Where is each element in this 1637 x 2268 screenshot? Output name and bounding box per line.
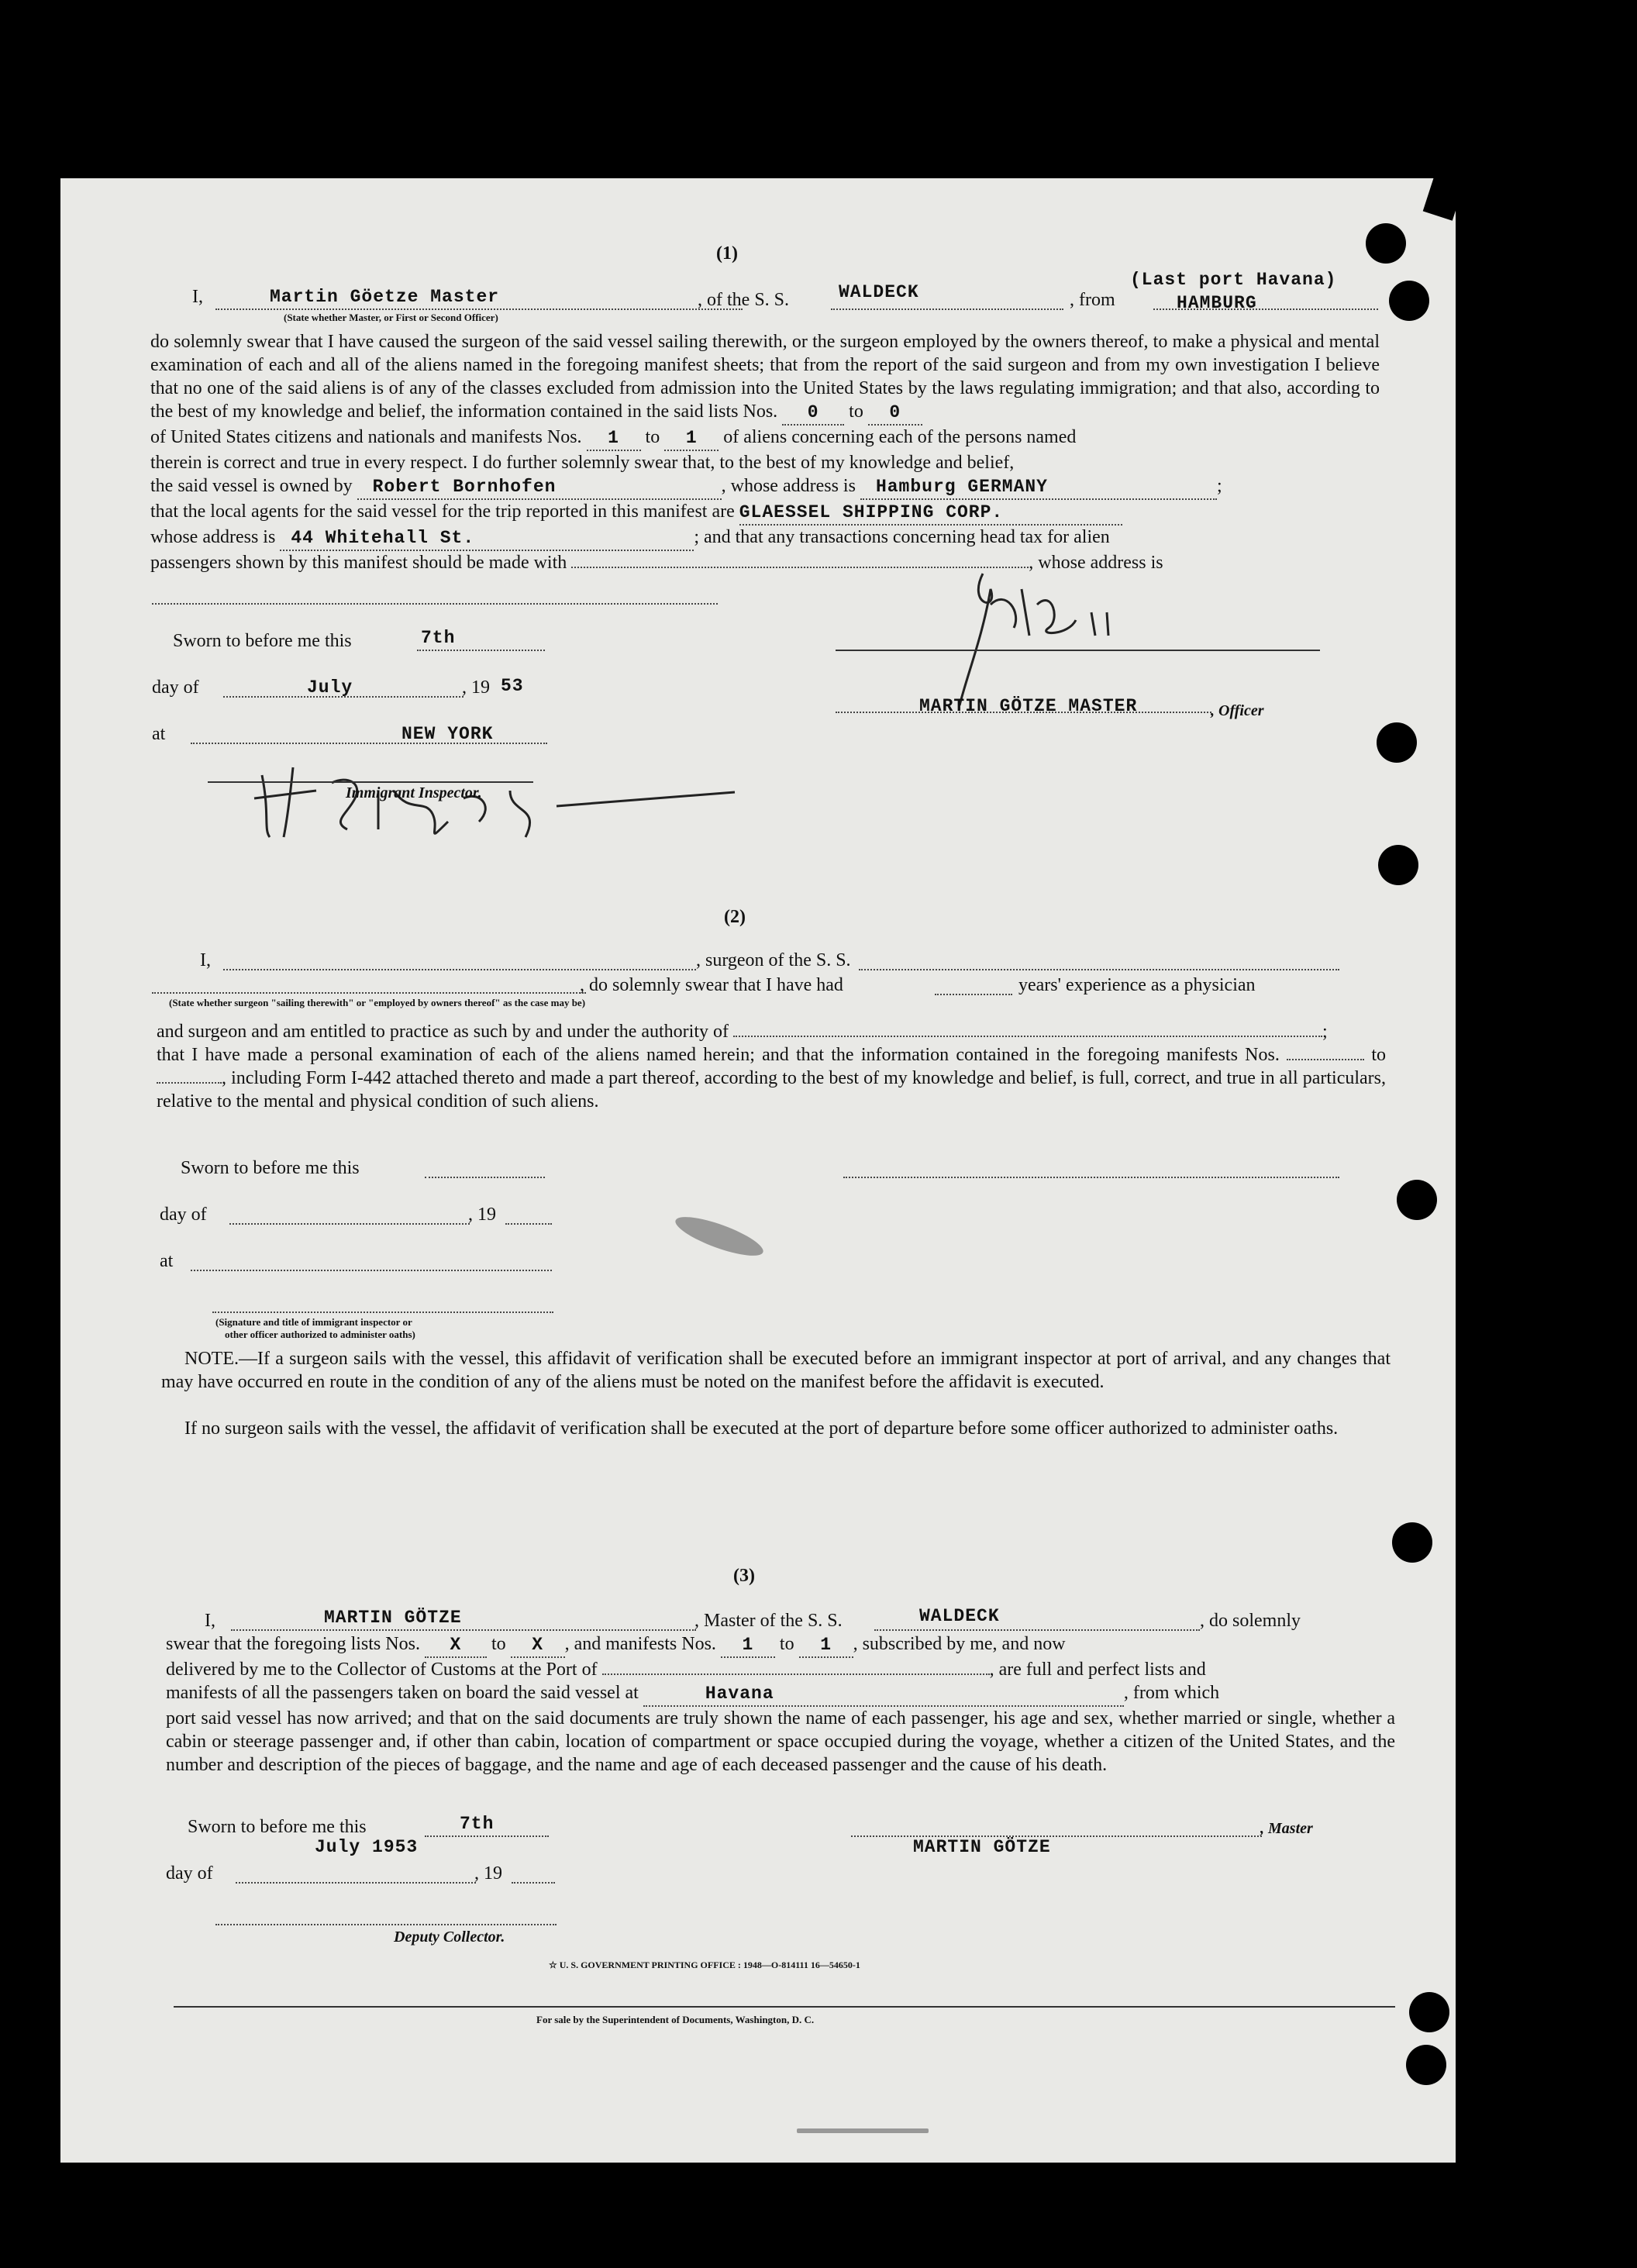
s3-month-line (236, 1882, 476, 1884)
s2-body: and surgeon and am entitled to practice as such by and under the authority of ; that I have made a personal examination of each of the aliens named herein; and that the information contained in the foregoing manifests Nos. to , including Form I-442 attached thereto and made a part thereof, according to the best of my knowledge and belief, is full, correct, and true in all particulars, relative to the mental and physical condition of such aliens. (157, 1022, 1387, 1112)
s1-officer-suffix: , Officer (1211, 702, 1264, 719)
s3-body (166, 1632, 1395, 1777)
punch-hole (1409, 1992, 1449, 2032)
s3-from-which: , from which (1123, 1683, 1220, 1703)
s2-month-line (229, 1223, 470, 1225)
ink-streak (797, 2128, 929, 2133)
s3-sworn-day: 7th (460, 1814, 495, 1834)
s2-manifest-to-blank (157, 1082, 222, 1084)
s3-manifest-to: 1 (799, 1633, 853, 1658)
s3-day-of: day of (166, 1863, 213, 1884)
s3-name-line (231, 1629, 696, 1631)
s1-officer-sign: MARTIN GÖTZE MASTER (919, 696, 1138, 716)
s1-to-a: to (849, 402, 863, 422)
s2-place-line (191, 1270, 552, 1271)
s1-inspector-caption: Immigrant Inspector. (346, 784, 482, 801)
s2-sworn: Sworn to before me this (181, 1158, 360, 1178)
s3-and-manifests: , and manifests Nos. (564, 1634, 716, 1654)
s2-caption-line (152, 992, 586, 994)
s3-lists-from: X (425, 1633, 487, 1658)
s1-lists-from: 0 (782, 401, 844, 426)
s1-officer-name: Martin Göetze Master (270, 287, 500, 307)
s2-note-2: If no surgeon sails with the vessel, the affidavit of verification shall be executed at the port of departure before some officer authorized to administer oaths. (184, 1418, 1339, 1439)
s2-signature-line (843, 1177, 1339, 1178)
s3-master-sign: MARTIN GÖTZE (913, 1837, 1051, 1857)
s1-body-2b: of aliens concerning each of the persons named (723, 427, 1077, 447)
s2-year-prefix: , 19 (468, 1205, 496, 1225)
s3-vessel-line (874, 1629, 1200, 1631)
s1-agents-label: that the local agents for the said vessel for the trip reported in this manifest are (150, 502, 735, 522)
footer-sale: For sale by the Superintendent of Documents, Washington, D. C. (536, 2014, 815, 2025)
s2-caption: (State whether surgeon "sailing therewith" or "employed by owners thereof" as the case may be) (169, 997, 586, 1008)
s2-years-line (935, 994, 1012, 995)
punch-hole (1377, 722, 1417, 763)
s2-sig-caption-1: (Signature and title of immigrant inspector or (215, 1316, 412, 1328)
s3-sworn: Sworn to before me this (188, 1817, 367, 1837)
s3-swear: swear that the foregoing lists Nos. (166, 1634, 420, 1654)
section-2-number: (2) (724, 907, 746, 927)
s1-month: July (307, 677, 353, 698)
s1-vessel-line (831, 308, 1063, 310)
s1-officer-line (215, 308, 743, 310)
s1-whose-address-is: , whose address is (1029, 553, 1163, 573)
s1-sworn-day: 7th (421, 628, 456, 648)
s2-body-a: that I have made a personal examination of each of the aliens named herein; and that the information contained in the foregoing manifests Nos. (157, 1045, 1280, 1065)
s1-last-port: (Last port Havana) (1130, 270, 1337, 290)
punch-hole (1397, 1180, 1437, 1220)
s3-vessel: WALDECK (919, 1606, 1000, 1626)
s2-solemnly: , do solemnly swear that I have had (580, 975, 843, 995)
section-1-number: (1) (716, 243, 738, 264)
s3-i-label: I, (205, 1611, 215, 1631)
s2-sig-caption-2: other officer authorized to administer oaths) (225, 1329, 415, 1340)
s1-year: 53 (501, 676, 524, 696)
s2-years: years' experience as a physician (1018, 975, 1256, 995)
s1-lists-to: 0 (868, 401, 922, 426)
punch-hole (1366, 223, 1406, 264)
s2-authority: and surgeon and am entitled to practice as such by and under the authority of (157, 1022, 729, 1042)
s1-manifest-from: 1 (587, 426, 641, 451)
s3-deputy-line (215, 1924, 557, 1925)
s1-of-ss: , of the S. S. (698, 290, 790, 310)
master-signature (936, 558, 1169, 713)
s1-head-tax: ; and that any transactions concerning head tax for alien (694, 527, 1110, 547)
section-3-number: (3) (733, 1566, 755, 1586)
s1-day-of: day of (152, 677, 199, 698)
s3-master-suffix: , Master (1260, 1820, 1313, 1837)
s1-owner-address: Hamburg GERMANY (860, 475, 1217, 500)
s1-from-port: HAMBURG (1177, 293, 1257, 313)
s2-day-of: day of (160, 1205, 207, 1225)
s1-sworn: Sworn to before me this (173, 631, 352, 651)
s2-i-label: I, (200, 950, 211, 970)
s3-port-blank (602, 1673, 990, 1675)
punch-hole (1406, 2045, 1446, 2085)
punch-hole (1378, 845, 1418, 885)
s1-agents-address-label: whose address is (150, 527, 276, 547)
s2-sworn-line (425, 1177, 545, 1178)
s2-sig-line (212, 1312, 553, 1313)
s3-sworn-line (425, 1835, 549, 1837)
s1-at: at (152, 724, 166, 744)
punch-hole (1389, 281, 1429, 321)
footer-gpo: ☆ U. S. GOVERNMENT PRINTING OFFICE : 1948—O-814111 16—54650-1 (549, 1960, 860, 1970)
inspector-signature (246, 744, 789, 853)
s1-manifest-to: 1 (664, 426, 719, 451)
manifest-form-page (60, 178, 1456, 2163)
s1-to-b: to (645, 427, 660, 447)
s1-inspector-line (208, 781, 533, 783)
s1-agents-address: 44 Whitehall St. (280, 526, 694, 551)
s1-body-1: do solemnly swear that I have caused the surgeon of the said vessel sailing therewith, or the surgeon employed by the owners thereof, to make a physical and mental examination of each and all of the aliens named in the foregoing manifest sheets; that from the report of the said surgeon and from my own investigation I believe that no one of the said aliens is of any of the classes excluded from admission into the United States by the laws regulating immigration; and that also, according to the best of my knowledge and belief, the information contained in the said lists Nos. (150, 332, 1380, 422)
s1-passengers-label: passengers shown by this manifest should be made with (150, 553, 567, 573)
s3-year-prefix: , 19 (474, 1863, 502, 1884)
s3-to-b: to (779, 1634, 794, 1654)
s2-note-1: NOTE.—If a surgeon sails with the vessel, this affidavit of verification shall be executed before an immigrant inspector at port of arrival, and any changes that may have occurred en route in the condition of any of the aliens must be noted on the manifest before the affidavit is executed. (161, 1349, 1391, 1392)
s1-sworn-day-line (417, 650, 545, 651)
s3-master-name: MARTIN GÖTZE (324, 1608, 462, 1628)
s3-manifest-from: 1 (721, 1633, 775, 1658)
s3-delivered: delivered by me to the Collector of Customs at the Port of (166, 1660, 598, 1680)
s1-owned-by: the said vessel is owned by (150, 476, 353, 496)
s3-solemnly: , do solemnly (1200, 1611, 1301, 1631)
s1-vessel: WALDECK (839, 282, 919, 302)
s3-to-a: to (491, 1634, 506, 1654)
footer-rule (174, 2006, 1395, 2008)
s2-authority-blank (733, 1036, 1322, 1037)
s3-full: , are full and perfect lists and (989, 1660, 1206, 1680)
s1-address-blank-line (152, 603, 718, 605)
s1-year-prefix: , 19 (462, 677, 490, 698)
s3-master-of: , Master of the S. S. (694, 1611, 843, 1631)
s1-i-label: I, (192, 287, 203, 307)
s2-vessel-line (859, 969, 1339, 970)
punch-hole (1392, 1522, 1432, 1563)
s1-body: do solemnly swear that I have caused the surgeon of the said vessel sailing therewith, or the surgeon employed by the owners thereof, to make a physical and mental examination of each and all of the aliens named in the foregoing manifest sheets; that from the report of the said surgeon and from my own investigation I believe that no one of the said aliens is of any of the classes excluded from admission into the United States by the laws regulating immigration; and that also, according to the best of my knowledge and belief, the information contained in the said lists Nos. 0 to 0 of United States citizens and nationals and manifests Nos. 1 to 1 of aliens concerning each of the persons named therein is correct and true in every respect. I do further solemnly swear that, to the best of my knowledge and belief, the said vessel is owned by Robert Bornhofen , whose address is Hamburg GERMANY ; that the local agents for the said vessel for the trip reported in this manifest are GLAESSEL SHIPPING CORP. whose address is 44 Whitehall St. ; and that any transactions concerning head tax for alien passengers shown by this manifest should be made with , whose address is (150, 332, 1380, 573)
s1-officer-caption: (State whether Master, or First or Second Officer) (284, 312, 498, 323)
s1-owner: Robert Bornhofen (357, 475, 722, 500)
ink-smudge (671, 1209, 767, 1263)
s2-name-line (223, 969, 696, 970)
s3-body-text: port said vessel has now arrived; and that on the said documents are truly shown the name of each passenger, his age and sex, whether married or single, whether a cabin or steerage passenger and, if other than cabin, location of compartment or space occupied during the voyage, whether a citizen of the United States, and the number and description of the pieces of baggage, and the name and age of each deceased passenger and the cause of his death. (166, 1708, 1395, 1775)
s2-to: to (1371, 1045, 1387, 1065)
s1-body-2a: of United States citizens and nationals and manifests Nos. (150, 427, 582, 447)
s1-from-label: , from (1070, 290, 1115, 310)
s3-port: Havana (643, 1682, 1124, 1707)
s2-surgeon-of: , surgeon of the S. S. (696, 950, 851, 970)
s1-agents: GLAESSEL SHIPPING CORP. (739, 501, 1122, 526)
s3-subscribed: , subscribed by me, and now (853, 1634, 1066, 1654)
s1-whose-address: , whose address is (721, 476, 856, 496)
s1-body-3: therein is correct and true in every respect. I do further solemnly swear that, to the best of my knowledge and belief, (150, 453, 1015, 473)
s3-manifests-of: manifests of all the passengers taken on board the said vessel at (166, 1683, 639, 1703)
page-corner (1423, 167, 1467, 220)
s2-body-b: , including Form I-442 attached thereto and made a part thereof, according to the best of my knowledge and belief, is full, correct, and true in all particulars, relative to the mental and physical condition of such aliens. (157, 1068, 1386, 1112)
s2-year-line (505, 1223, 552, 1225)
s3-deputy: Deputy Collector. (394, 1928, 505, 1946)
s2-manifest-from-blank (1287, 1059, 1364, 1060)
s1-signature-line (836, 650, 1320, 651)
s3-year-line (512, 1882, 555, 1884)
s3-lists-to: X (511, 1633, 565, 1658)
s3-month-year: July 1953 (315, 1837, 419, 1857)
s2-at: at (160, 1251, 174, 1271)
s1-place: NEW YORK (401, 724, 494, 744)
